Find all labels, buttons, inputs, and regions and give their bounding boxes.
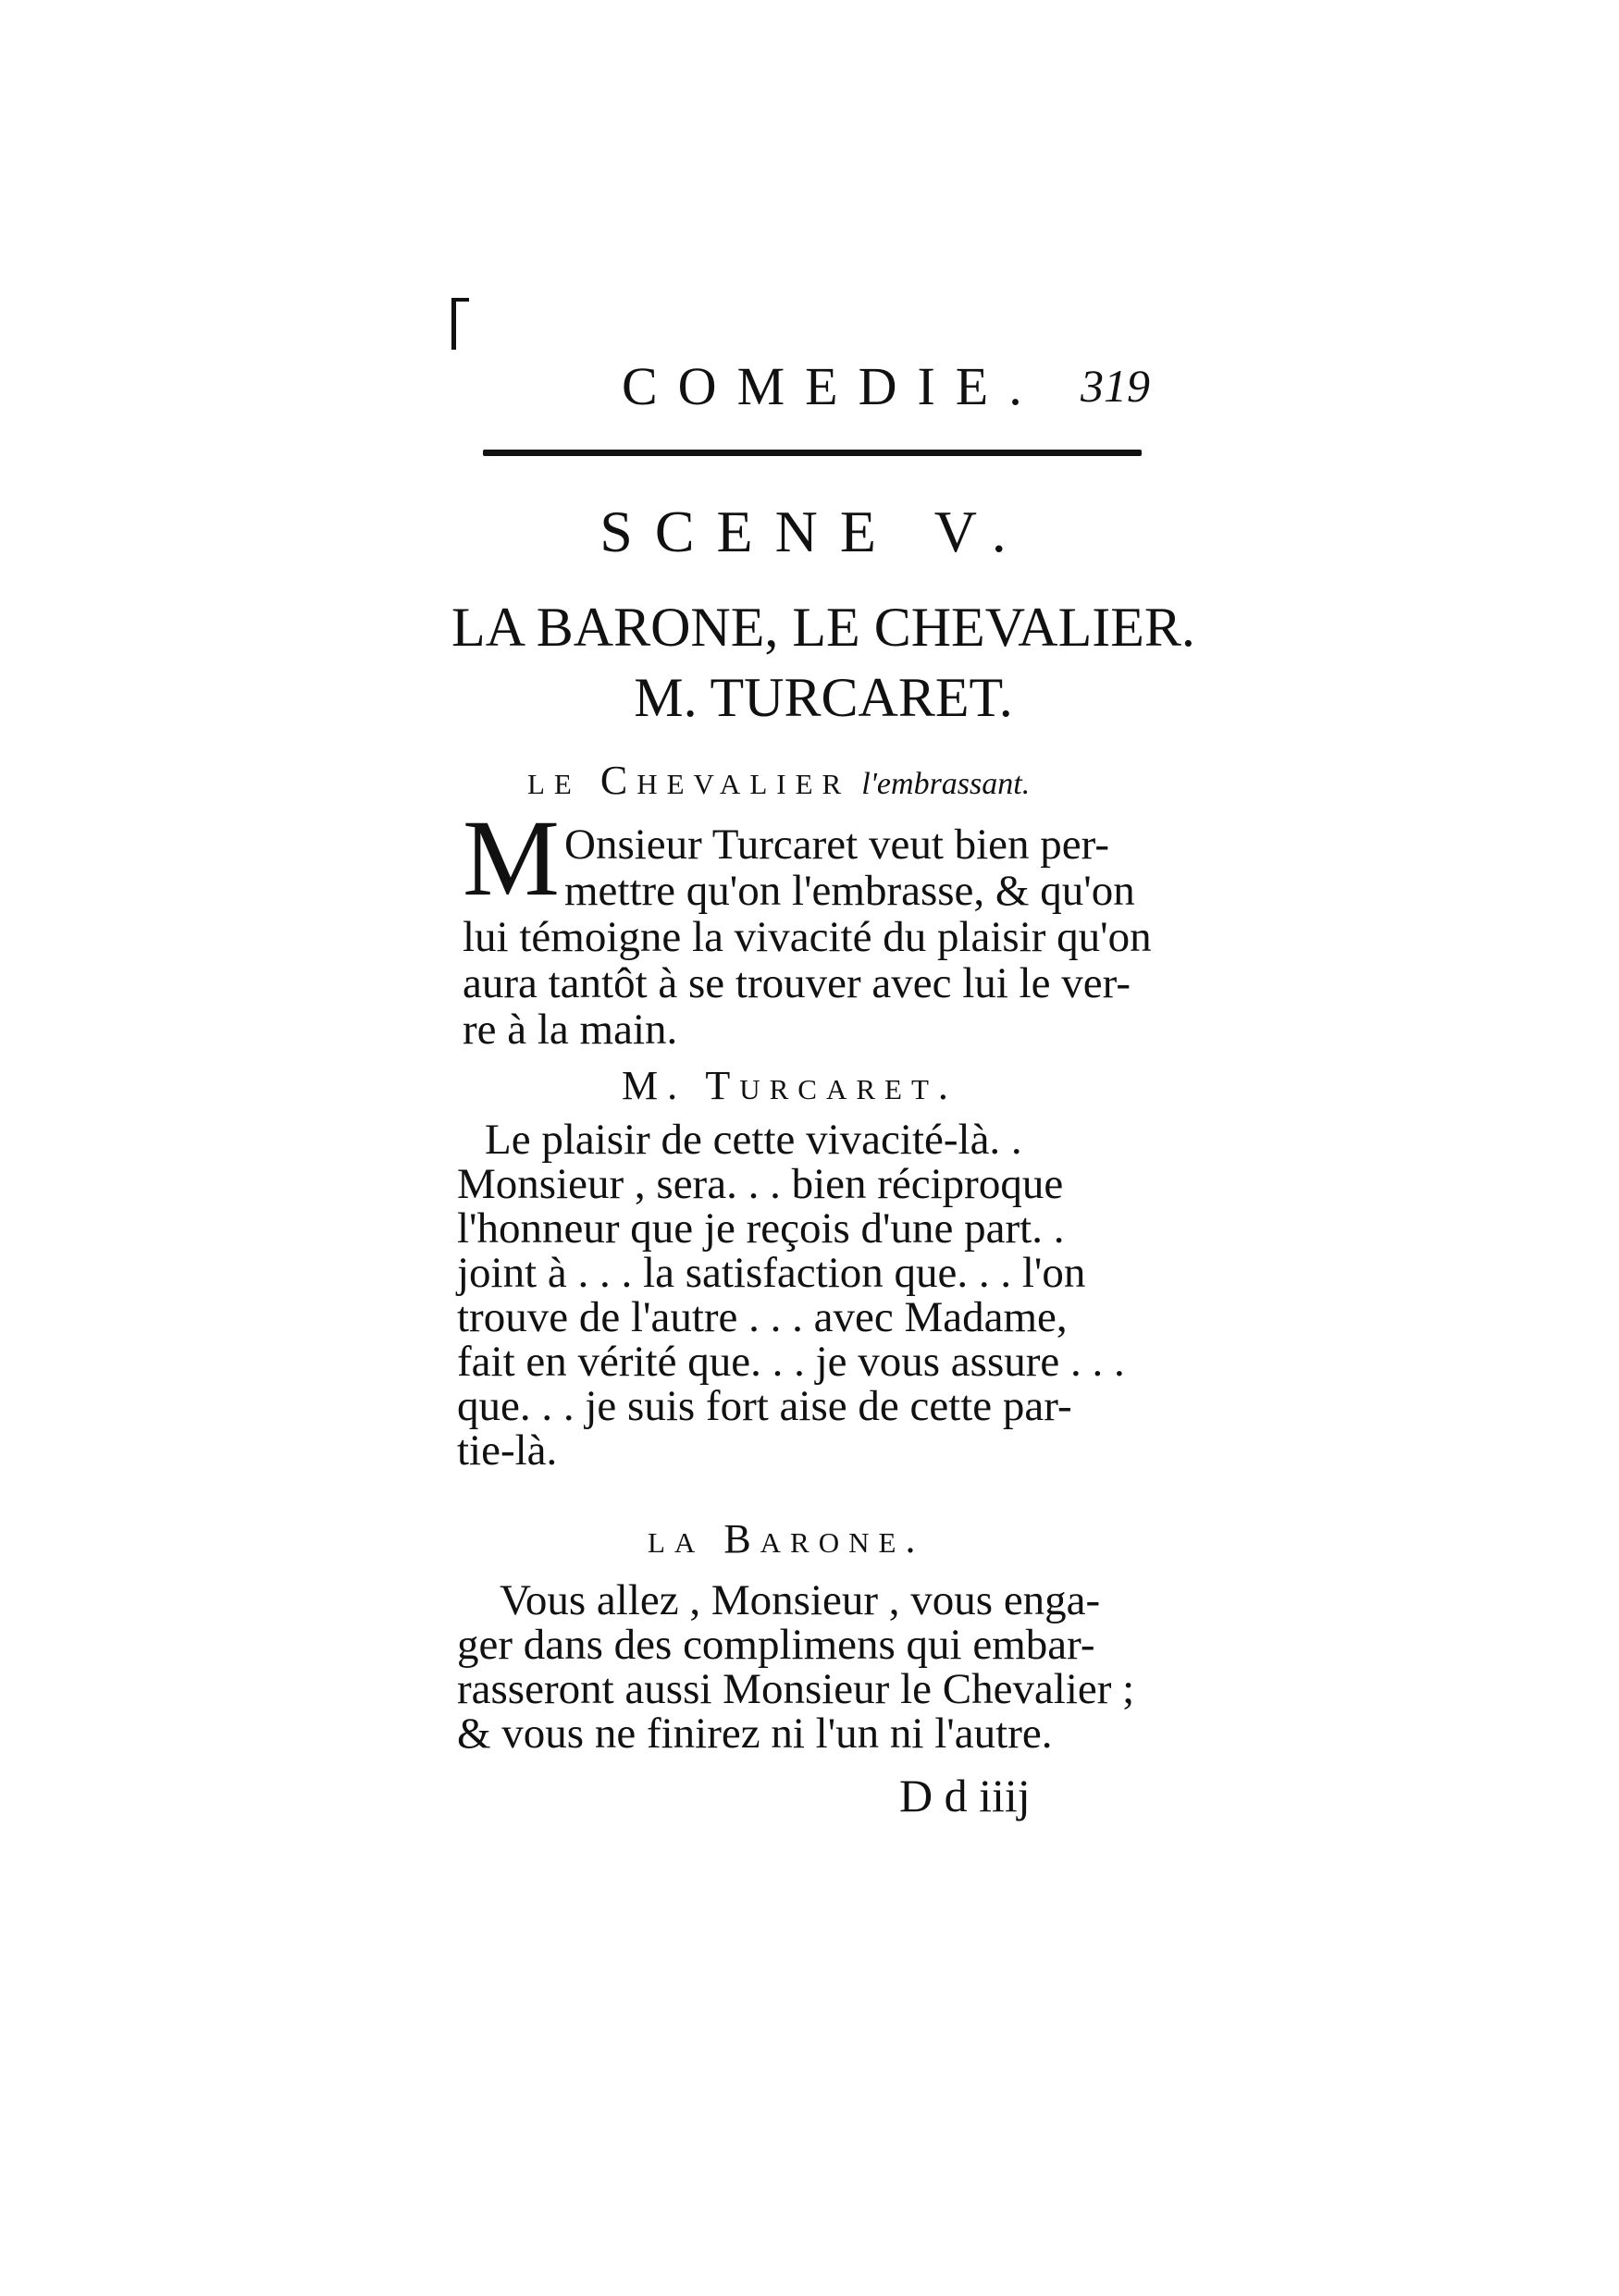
page-number: 319 bbox=[1081, 360, 1150, 412]
speech-line: & vous ne finirez ni l'un ni l'autre. bbox=[457, 1710, 1053, 1758]
speech-line: lui témoigne la vivacité du plaisir qu'on bbox=[463, 913, 1152, 961]
cast-line: M. TURCARET. bbox=[634, 667, 1013, 728]
running-head bbox=[611, 355, 1166, 420]
speech-line: Vous allez , Monsieur , vous enga- bbox=[500, 1576, 1101, 1624]
speech bbox=[457, 1578, 1134, 1756]
running-title: COMEDIE. bbox=[622, 356, 1043, 416]
speaker-label bbox=[527, 757, 1030, 804]
speech-line: que. . . je suis fort aise de cette par- bbox=[457, 1382, 1072, 1430]
speech-line: Onsieur Turcaret veut bien per- bbox=[564, 821, 1110, 869]
speech-line: trouve de l'autre . . . avec Madame, bbox=[457, 1293, 1068, 1341]
signature-mark: D d iiij bbox=[899, 1770, 1031, 1821]
speaker-label bbox=[622, 1060, 958, 1109]
speaker-label bbox=[648, 1515, 924, 1562]
corner-mark bbox=[451, 298, 469, 350]
speech-line: rasseront aussi Monsieur le Chevalier ; bbox=[457, 1665, 1135, 1713]
speech-line: ger dans des complimens qui embar- bbox=[457, 1621, 1095, 1669]
speech-line: aura tantôt à se trouver avec lui le ver- bbox=[463, 959, 1131, 1007]
cast-line: LA BARONE, LE CHEVALIER. bbox=[451, 597, 1195, 658]
speech-line: Le plaisir de cette vivacité-là. . bbox=[485, 1116, 1022, 1164]
speech-line: fait en vérité que. . . je vous assure . . . bbox=[457, 1338, 1125, 1386]
stage-direction: l'embrassant. bbox=[861, 767, 1031, 801]
speech-line: mettre qu'on l'embrasse, & qu'on bbox=[564, 867, 1135, 915]
speech bbox=[457, 1117, 1125, 1473]
cast-list bbox=[435, 592, 1212, 733]
speech-line: Monsieur , sera. . . bien réciproque bbox=[457, 1160, 1064, 1208]
speaker-name: le Chevalier bbox=[527, 758, 851, 803]
speech-line: joint à . . . la satisfaction que. . . l'on bbox=[457, 1249, 1086, 1297]
speaker-name: M. Turcaret. bbox=[622, 1063, 958, 1108]
speaker-name: la Barone. bbox=[648, 1516, 925, 1562]
speech-line: tie-là. bbox=[457, 1426, 558, 1475]
drop-cap: M bbox=[463, 797, 560, 919]
speech bbox=[463, 821, 1152, 1053]
speech-line: l'honneur que je reçois d'une part. . bbox=[457, 1204, 1065, 1253]
head-rule bbox=[483, 450, 1142, 456]
speech-line: re à la main. bbox=[463, 1006, 678, 1054]
scene-heading: SCENE V. bbox=[599, 499, 1029, 564]
